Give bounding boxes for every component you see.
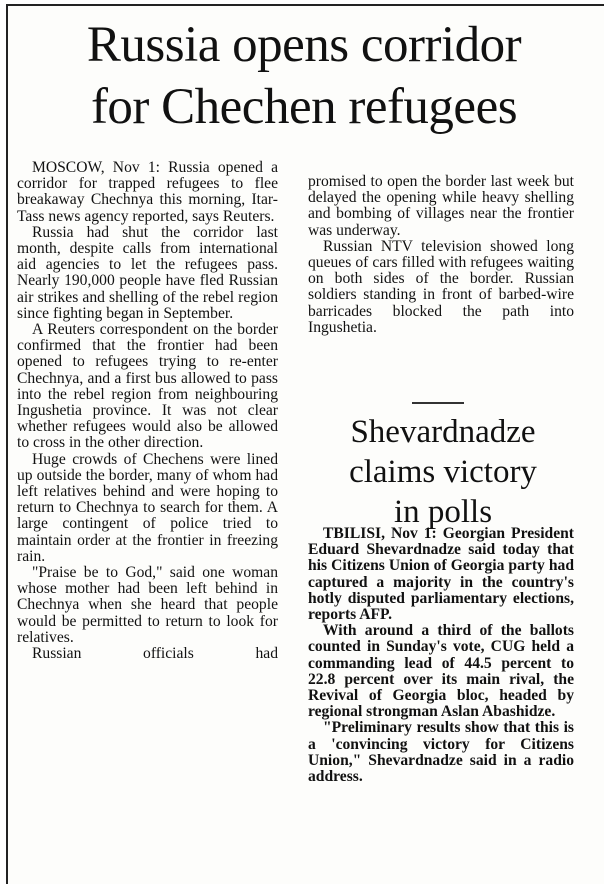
article-russia-column-1	[17, 160, 278, 662]
paragraph: TBILISI, Nov 1: Georgian President Eduard Shevardnadze said today that his Citizens Union of Georgia party had captured a majority in the country's hotly disputed parliamentary elections, reports AFP.	[308, 525, 574, 624]
headline2-line-3: in polls	[393, 494, 493, 530]
paragraph: With around a third of the ballots counted in Sunday's vote, CUG held a commanding lead of 44.5 percent to 22.8 percent over its main rival, the Revival of Georgia bloc, headed by regional strongman Aslan Abashidze.	[308, 622, 574, 721]
paragraph: Huge crowds of Chechens were lined up outside the border, many of whom had left relatives behind and were hoping to return to Chechnya to search for them. A large contingent of police tried to maintain order at the frontier in freezing rain.	[17, 450, 278, 565]
paragraph: Russian NTV television showed long queues of cars filled with refugees waiting on both sides of the border. Russian soldiers standing in front of barbed-wire barricades blocked the path into Ingushetia.	[308, 237, 574, 336]
paragraph: MOSCOW, Nov 1: Russia opened a corridor for trapped refugees to flee breakaway Chechnya this morning, Itar-Tass news agency reported, says Reuters.	[17, 159, 278, 225]
headline-line-1: Russia opens corridor	[86, 17, 522, 73]
headline-line-2: for Chechen refugees	[90, 79, 518, 135]
article-shevardnadze-body	[308, 526, 574, 785]
article-headline-russia	[14, 14, 594, 138]
paragraph: Russia had shut the corridor last month, despite calls from international aid agencies to let the refugees pass. Nearly 190,000 people have fled Russian air strikes and shelling of the rebel region since fighting began in September.	[17, 223, 278, 322]
headline2-line-1: Shevardnadze	[350, 414, 536, 450]
article-russia-column-2	[308, 174, 574, 336]
headline2-line-2: claims victory	[349, 454, 537, 490]
article-divider	[412, 402, 464, 404]
paragraph: "Preliminary results show that this is a 'convincing victory for Citizens Union," Shevardnadze said in a radio address.	[308, 719, 574, 786]
paragraph: promised to open the border last week but delayed the opening while heavy shelling and bombing of villages near the frontier was underway.	[308, 173, 574, 239]
paragraph: Russian officials had	[32, 645, 278, 663]
paragraph: A Reuters correspondent on the border confirmed that the frontier had been opened to refugees trying to re-enter Chechnya, and a first bus allowed to pass into the rebel region from neighbouring Ingushetia province. It was not clear whether refugees would also be allowed to cross in the other direction.	[17, 321, 278, 452]
article-headline-shevardnadze	[302, 412, 584, 532]
paragraph: "Praise be to God," said one woman whose mother had been left behind in Chechnya when she heard that people would be permitted to return to look for relatives.	[17, 564, 278, 646]
